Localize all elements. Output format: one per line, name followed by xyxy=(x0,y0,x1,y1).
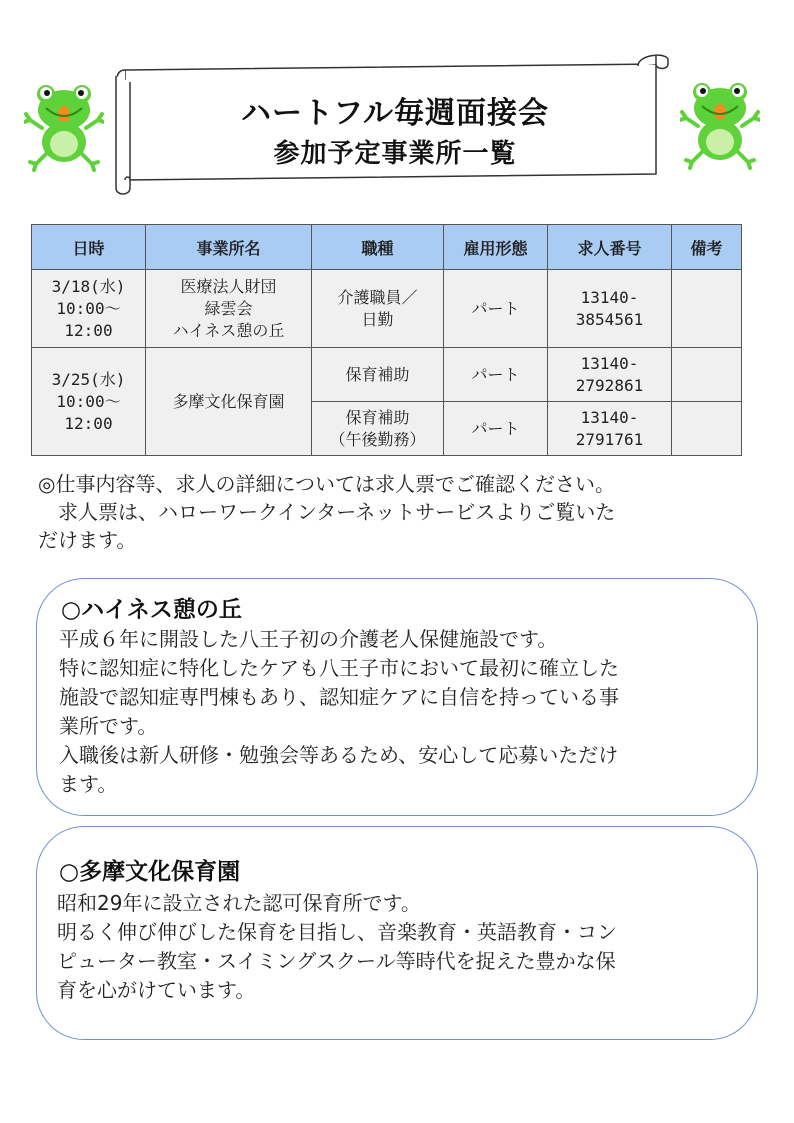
employment-type-cell: パート xyxy=(444,348,548,402)
frog-right-icon xyxy=(680,78,760,174)
section-body: 昭和29年に設立された認可保育所です。 明るく伸び伸びした保育を目指し、音楽教育・英語教育・コン ピューター教室・スイミングスクール等時代を捉えた豊かな保 育を心がけています。 xyxy=(57,891,617,1002)
header-remarks: 備考 xyxy=(672,225,742,270)
header-job-number: 求人番号 xyxy=(548,225,672,270)
remarks-cell xyxy=(672,348,742,402)
employer-cell: 多摩文化保育園 xyxy=(146,348,312,456)
section-highness-ikoi xyxy=(36,578,758,816)
date-cell: 3/18(水) 10:00～ 12:00 xyxy=(32,270,146,348)
employer-cell: 医療法人財団 緑雲会 ハイネス憩の丘 xyxy=(146,270,312,348)
table-row xyxy=(32,270,742,348)
section-title: ○ハイネス憩の丘 xyxy=(61,597,242,623)
date-cell: 3/25(水) 10:00～ 12:00 xyxy=(32,348,146,456)
header-date: 日時 xyxy=(32,225,146,270)
job-number-cell: 13140- 2792861 xyxy=(548,348,672,402)
remarks-cell xyxy=(672,402,742,456)
table-row xyxy=(32,348,742,402)
header-job-title: 職種 xyxy=(312,225,444,270)
job-details-note: ◎仕事内容等、求人の詳細については求人票でご確認ください。 求人票は、ハローワークインターネットサービスよりご覧いた だけます。 xyxy=(38,472,616,552)
job-title-cell: 保育補助 xyxy=(312,348,444,402)
header-employer: 事業所名 xyxy=(146,225,312,270)
schedule-table xyxy=(31,224,742,456)
job-title-cell: 介護職員／ 日勤 xyxy=(312,270,444,348)
job-number-cell: 13140- 2791761 xyxy=(548,402,672,456)
section-body: 平成６年に開設した八王子初の介護老人保健施設です。 特に認知症に特化したケアも八王子市において最初に確立した 施設で認知症専門棟もあり、認知症ケアに自信を持っている事 業所です。 入職後は新人研修・勉強会等あるため、安心して応募いただけ ます。 xyxy=(59,627,619,796)
employment-type-cell: パート xyxy=(444,270,548,348)
employment-type-cell: パート xyxy=(444,402,548,456)
header-employment-type: 雇用形態 xyxy=(444,225,548,270)
remarks-cell xyxy=(672,270,742,348)
page-subtitle: 参加予定事業所一覧 xyxy=(273,139,517,169)
section-title: ○多摩文化保育園 xyxy=(59,859,241,885)
table-header-row xyxy=(32,225,742,270)
job-number-cell: 13140- 3854561 xyxy=(548,270,672,348)
section-tama-bunka-nursery xyxy=(36,826,758,1040)
frog-left-icon xyxy=(24,80,104,176)
job-title-cell: 保育補助 （午後勤務） xyxy=(312,402,444,456)
page-title: ハートフル毎週面接会 xyxy=(241,96,549,131)
